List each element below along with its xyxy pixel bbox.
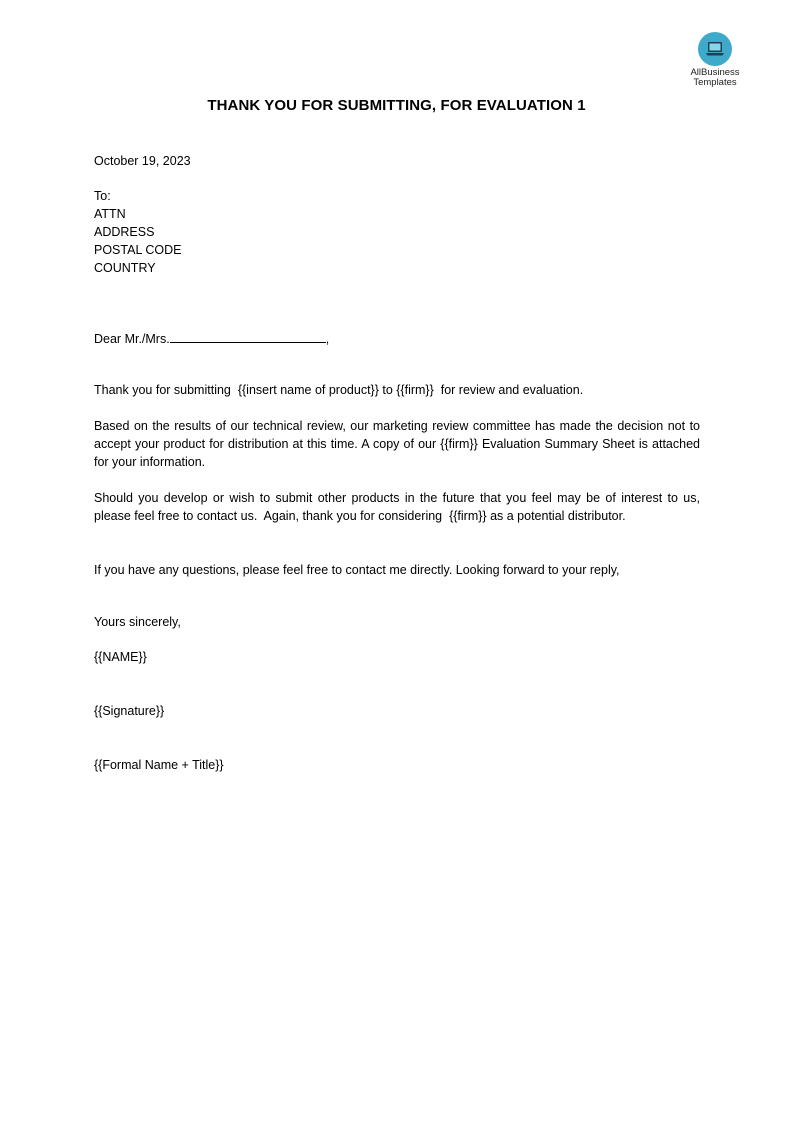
paragraph-questions: If you have any questions, please feel free to contact me directly. Looking forward to your reply, [94,563,620,577]
recipient-attn: ATTN [94,207,126,221]
salutation-suffix: , [325,332,330,346]
recipient-postal-code: POSTAL CODE [94,243,182,257]
laptop-icon [698,32,732,66]
sender-formal-name: {{Formal Name + Title}} [94,758,224,772]
sign-off: Yours sincerely, [94,615,181,629]
logo-line-2: Templates [693,77,737,88]
logo-text [683,68,747,88]
recipient-address: ADDRESS [94,225,155,239]
name-blank-line [170,330,326,343]
paragraph-intro: Thank you for submitting {{insert name of product}} to {{firm}} for review and evaluation. [94,383,584,397]
recipient-country: COUNTRY [94,261,156,275]
sender-signature: {{Signature}} [94,704,165,718]
salutation-prefix: Dear Mr./Mrs. [94,332,170,346]
letter-date: October 19, 2023 [94,154,191,168]
paragraph-decision: Based on the results of our technical review, our marketing review committee has made the decision not to accept your product for distribution at this time. A copy of our {{firm}} Evaluation Summary Sheet is attached for your information. [94,419,700,469]
salutation [94,330,700,348]
brand-logo [683,32,747,88]
document-title: THANK YOU FOR SUBMITTING, FOR EVALUATION 1 [207,97,586,114]
paragraph-future: Should you develop or wish to submit other products in the future that you feel may be of interest to us, please feel free to contact us. Again, thank you for considering {{firm}} as a potential distributor. [94,491,704,523]
sender-name: {{NAME}} [94,650,147,664]
letter-body [94,152,704,774]
logo-line-1: AllBusiness [690,67,740,78]
recipient-to: To: [94,189,111,203]
